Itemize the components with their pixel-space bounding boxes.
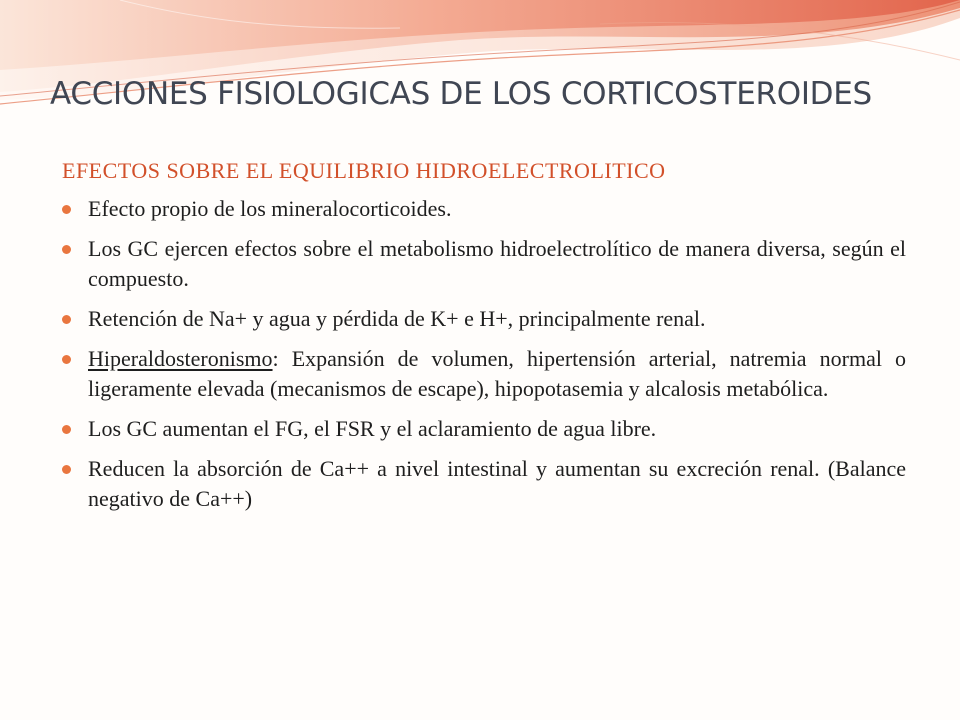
bullet-text: : Expansión de volumen, hipertensión arterial, natremia normal o ligeramente elevada (mecanismos de escape), hipopotasemia y alcalosis metabólica. <box>88 346 906 401</box>
bullet-text: Retención de Na+ y agua y pérdida de K+ e H+, principalmente renal. <box>88 306 706 331</box>
slide-title: ACCIONES FISIOLOGICAS DE LOS CORTICOSTEROIDES <box>50 76 872 112</box>
slide-content <box>62 158 906 524</box>
bullet-lead-term: Hiperaldosteronismo <box>88 346 273 371</box>
bullet-item <box>62 414 906 444</box>
bullet-text: Los GC ejercen efectos sobre el metabolismo hidroelectrolítico de manera diversa, según el compuesto. <box>88 236 906 291</box>
bullet-dot-icon <box>62 315 71 324</box>
bullet-dot-icon <box>62 205 71 214</box>
bullet-text: Efecto propio de los mineralocorticoides. <box>88 196 452 221</box>
bullet-item <box>62 344 906 404</box>
bullet-item <box>62 234 906 294</box>
bullet-item <box>62 194 906 224</box>
bullet-dot-icon <box>62 355 71 364</box>
bullet-item <box>62 304 906 334</box>
bullet-dot-icon <box>62 245 71 254</box>
bullet-dot-icon <box>62 425 71 434</box>
bullet-text: Los GC aumentan el FG, el FSR y el aclaramiento de agua libre. <box>88 416 657 441</box>
bullet-list <box>62 194 906 514</box>
bullet-dot-icon <box>62 465 71 474</box>
bullet-item <box>62 454 906 514</box>
bullet-text: Reducen la absorción de Ca++ a nivel intestinal y aumentan su excreción renal. (Balance negativo de Ca++) <box>88 456 906 511</box>
section-subtitle: EFECTOS SOBRE EL EQUILIBRIO HIDROELECTROLITICO <box>62 158 666 183</box>
